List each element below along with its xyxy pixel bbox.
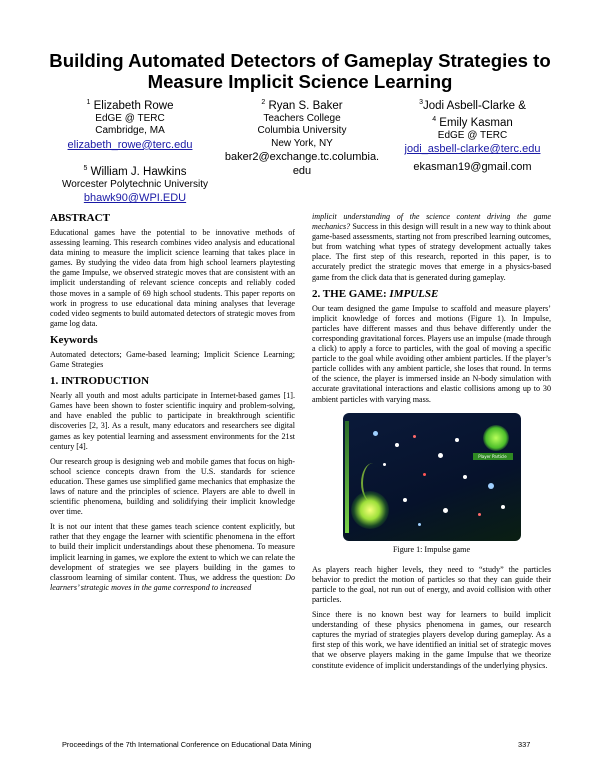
author-3-affiliation: EdGE @ TERC: [437, 129, 508, 141]
author-4-email: ekasman19@gmail.com: [413, 161, 532, 174]
ambient-particle: [373, 431, 378, 436]
author-5-email[interactable]: bhawk90@WPI.EDU: [83, 192, 187, 205]
author-2-block: [222, 96, 382, 178]
ambient-particle: [438, 453, 443, 458]
impulse-game-figure: [343, 413, 521, 541]
author-5-affiliation: Worcester Polytechnic University: [62, 178, 208, 190]
abstract-text: Educational games have the potential to be innovative methods of assessing learning. This research combines video analysis and educational data mining to measure the implicit science learning that takes place in games. By studying the video data from high school learners playtesting the game Impulse, we observed strategic moves that are consistent with an implicit understanding of relevant science concepts and reliably coded those moves in a sample of 69 high school students. This paper reports on work in progress to use educational data mining analyses that leverage coded video segments to build automated detectors of strategic moves from game log data.: [50, 228, 295, 328]
author-1-email[interactable]: elizabeth_rowe@terc.edu: [67, 138, 193, 151]
author-2-location: New York, NY: [271, 137, 333, 149]
goal-label: Player Particle: [473, 453, 513, 460]
author-4-name: $^4$ Emily Kasman: [432, 115, 513, 129]
ambient-particle: [478, 513, 481, 516]
game-heading: 2. THE GAME: IMPULSE: [312, 287, 439, 300]
left-column: [50, 212, 295, 598]
introduction-heading: 1. INTRODUCTION: [50, 375, 150, 388]
footer-proceedings: Proceedings of the 7th International Conference on Educational Data Mining: [62, 740, 312, 749]
author-1-block: [55, 96, 205, 152]
author-1-name: $^1$ Elizabeth Rowe: [86, 99, 174, 112]
ambient-particle: [418, 523, 421, 526]
ambient-particle: [403, 498, 407, 502]
ambient-particle: [443, 508, 448, 513]
ambient-particle: [455, 438, 459, 442]
author-2-name: $^2$ Ryan S. Baker: [261, 99, 343, 112]
title-line-1: Building Automated Detectors of Gameplay Strategies to: [49, 50, 551, 71]
paper-title: [40, 50, 560, 92]
author-3-name: $^3$Jodi Asbell-Clarke &: [419, 99, 526, 112]
ambient-particle: [423, 473, 426, 476]
ambient-particle: [501, 505, 505, 509]
abstract-heading: ABSTRACT: [50, 212, 110, 224]
ambient-particle: [488, 483, 494, 489]
game-paragraph-1: Our team designed the game Impulse to scaffold and measure players’ implicit knowledge of forces and motions (Figure 1). In Impulse, particles have different masses and thus behave differently under the corresponding gravitational forces. Players use an impulse (made through a click) to apply a force to particles, with the goal of moving a specific particle to the goal while avoiding other ambient particles. If the player’s particle collides with any ambient particle, she loses that round. In terms of the science, the player is immersed inside an N-body simulation with accurate gravitational interactions and elastic collisions among up to 30 ambient particles with varying mass.: [312, 303, 551, 404]
intro-paragraph-2: Our research group is designing web and mobile games that focus on high-school science concepts drawn from the U.S. standards for science education. These games use simplified game mechanics that emphasize the laws of nature and the principles of science. Players are able to dwell in scientific phenomena, building and solidifying their implicit knowledge over time.: [50, 456, 295, 517]
author-1-affiliation: EdGE @ TERC: [95, 112, 165, 124]
author-2-university: Columbia University: [257, 125, 347, 137]
author-1-location: Cambridge, MA: [95, 125, 165, 137]
energy-bar: [345, 421, 349, 533]
right-continuation-paragraph: implicit understanding of the science content driving the game mechanics? Success in this design will result in a new way to think about game-based assessments, starting not from prescribed learning outcomes, but from watching what types of strategy development actually takes place. The first step of this research, reported in this paper, is to accurately predict the strategic moves that emerge in a physics-based game from the click data that is generated during gameplay.: [312, 212, 551, 282]
game-paragraph-3: Since there is no known best way for learners to build implicit understanding of these physics phenomena in games, our research captures the myriad of strategies players develop during gameplay. As a first step of this work, we have identified an initial set of strategic moves that we observe players making in the game Impulse that we theorize constitute evidence of implicit understandings of the underlying physics.: [312, 610, 551, 670]
title-line-2: Measure Implicit Science Learning: [147, 71, 453, 92]
right-column: [312, 212, 551, 676]
player-particle-burst: [351, 491, 389, 529]
author-2-affiliation: Teachers College: [263, 112, 341, 124]
author-3-email[interactable]: jodi_asbell-clarke@terc.edu: [404, 143, 541, 156]
author-3-4-block: [385, 96, 560, 174]
author-5-block: [55, 162, 215, 205]
ambient-particle: [463, 475, 467, 479]
author-2-email: baker2@exchange.tc.columbia. edu: [224, 151, 380, 178]
goal-particle: [483, 425, 509, 451]
ambient-particle: [413, 435, 416, 438]
ambient-particle: [395, 443, 399, 447]
intro-paragraph-1: Nearly all youth and most adults participate in Internet-based games [1]. Games have been shown to foster scientific inquiry and problem-solving, and have enabled the public to participate in breakthrough scientific discoveries [2, 3]. As a result, many educators and researchers see digital games as key potential learning and assessment environments for the 21st century [4].: [50, 391, 295, 451]
game-paragraph-2: As players reach higher levels, they need to “study” the particles behavior to predict the motion of particles so that they can guide their particle to the goal, not run out of energy, and avoid collision with other particles.: [312, 564, 551, 604]
keywords-heading: Keywords: [50, 333, 98, 346]
figure-caption: Figure 1: Impulse game: [392, 544, 471, 554]
page-number: 337: [518, 740, 531, 749]
intro-paragraph-3: It is not our intent that these games teach science content explicitly, but rather that they engage the learner with scientific phenomena in the effort to build their implicit understandings about these phenomena. To measure implicit learning in games, we explore the extent to which we can relate the development of strategies we see players building in the games to classroom learning of similar content. Thus, we address the question: Do learners’ strategic moves in the game correspond to increased: [50, 522, 295, 592]
keywords-text: Automated detectors; Game-based learning; Implicit Science Learning; Game Strategies: [50, 349, 295, 370]
author-5-name: $^5$ William J. Hawkins: [83, 165, 187, 178]
ambient-particle: [383, 463, 386, 466]
